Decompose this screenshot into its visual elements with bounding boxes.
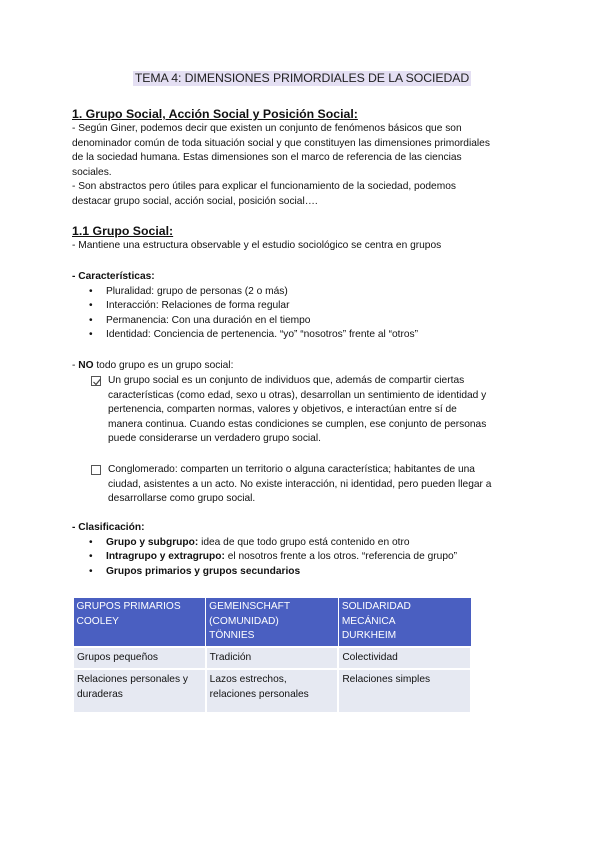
unchecked-item: Conglomerado: comparten un territorio o alguna característica; habitantes de una ciudad, asistentes a un acto. No existe interacción, ni identidad, pero pueden llegar a desarrollarse como grupo social. — [72, 463, 532, 507]
section-1-line: de la sociedad humana. Estas dimensiones son el marco de referencia de las ciencias — [72, 152, 462, 163]
list-item: • Pluralidad: grupo de personas (2 o más) — [72, 285, 532, 300]
section-1-line: - Son abstractos pero útiles para explicar el funcionamiento de la sociedad, podemos — [72, 181, 456, 192]
checkbox-checked-icon[interactable] — [91, 376, 101, 386]
comparison-table — [72, 597, 472, 714]
section-1-line: denominador común de toda situación social y que constituyen las dimensiones primordiales — [72, 137, 490, 149]
list-item: • Identidad: Conciencia de pertenencia. “yo” “nosotros” frente al “otros” — [72, 328, 532, 343]
section-1-1-heading: 1.1 Grupo Social: — [72, 224, 174, 238]
table-header-cell: GEMEINSCHAFT (COMUNIDAD) TÖNNIES — [206, 598, 339, 647]
clasificacion-list — [72, 536, 532, 580]
clasificacion-label: - Clasificación: — [72, 522, 145, 533]
list-item: • Grupo y subgrupo: idea de que todo grupo está contenido en otro — [72, 536, 532, 551]
section-1 — [72, 107, 532, 209]
bullet-icon: • — [89, 329, 93, 340]
list-item: • Intragrupo y extragrupo: el nosotros frente a los otros. “referencia de grupo” — [72, 550, 532, 565]
clasificacion-block — [72, 521, 532, 579]
bullet-icon: • — [89, 300, 93, 311]
bullet-icon: • — [89, 565, 93, 577]
section-1-1-intro: - Mantiene una estructura observable y el estudio sociológico se centra en grupos — [72, 240, 442, 251]
table-cell: Tradición — [206, 647, 339, 670]
no-grupo-block — [72, 359, 532, 374]
bullet-icon: • — [89, 314, 93, 326]
table-row — [73, 647, 471, 670]
table-header-cell: SOLIDARIDAD MECÁNICA DURKHEIM — [338, 598, 471, 647]
section-1-1 — [72, 224, 532, 254]
section-1-line: - Según Giner, podemos decir que existen un conjunto de fenómenos básicos que son — [72, 123, 462, 134]
checked-item: Un grupo social es un conjunto de individuos que, además de compartir ciertas características (como edad, sexo u otras), desarrollan un sentimiento de identidad y pertenencia, comparten normas, valores y objetivos, e interactúan entre sí de manera continua. Cuando estas condiciones se cumplen, ese conjunto de personas puede considerarse un verdadero grupo social. — [72, 374, 532, 447]
caracteristicas-label: - Características: — [72, 271, 155, 282]
page-title: TEMA 4: DIMENSIONES PRIMORDIALES DE LA SOCIEDAD — [134, 71, 470, 85]
bullet-icon: • — [89, 285, 93, 297]
table-cell: Relaciones personales y duraderas — [73, 669, 206, 713]
section-1-line: destacar grupo social, acción social, posición social…. — [72, 195, 318, 207]
bullet-icon: • — [89, 551, 93, 562]
no-grupo-label: - NO todo grupo es un grupo social: — [72, 360, 234, 371]
section-1-line: sociales. — [72, 166, 112, 178]
list-item: • Interacción: Relaciones de forma regular — [72, 299, 532, 314]
table-cell: Grupos pequeños — [73, 647, 206, 670]
list-item: • Permanencia: Con una duración en el tiempo — [72, 314, 532, 329]
bullet-icon: • — [89, 536, 93, 548]
table-cell: Relaciones simples — [338, 669, 471, 713]
checkbox-empty-icon[interactable] — [91, 465, 101, 475]
table-cell: Colectividad — [338, 647, 471, 670]
table-header-cell: GRUPOS PRIMARIOS COOLEY — [73, 598, 206, 647]
section-1-heading: 1. Grupo Social, Acción Social y Posición Social: — [72, 107, 358, 121]
caracteristicas-list — [72, 285, 532, 343]
list-item: • Grupos primarios y grupos secundarios — [72, 565, 532, 580]
table-header-row — [73, 598, 471, 647]
table-row — [73, 669, 471, 713]
caracteristicas-block — [72, 270, 532, 343]
table-cell: Lazos estrechos, relaciones personales — [206, 669, 339, 713]
